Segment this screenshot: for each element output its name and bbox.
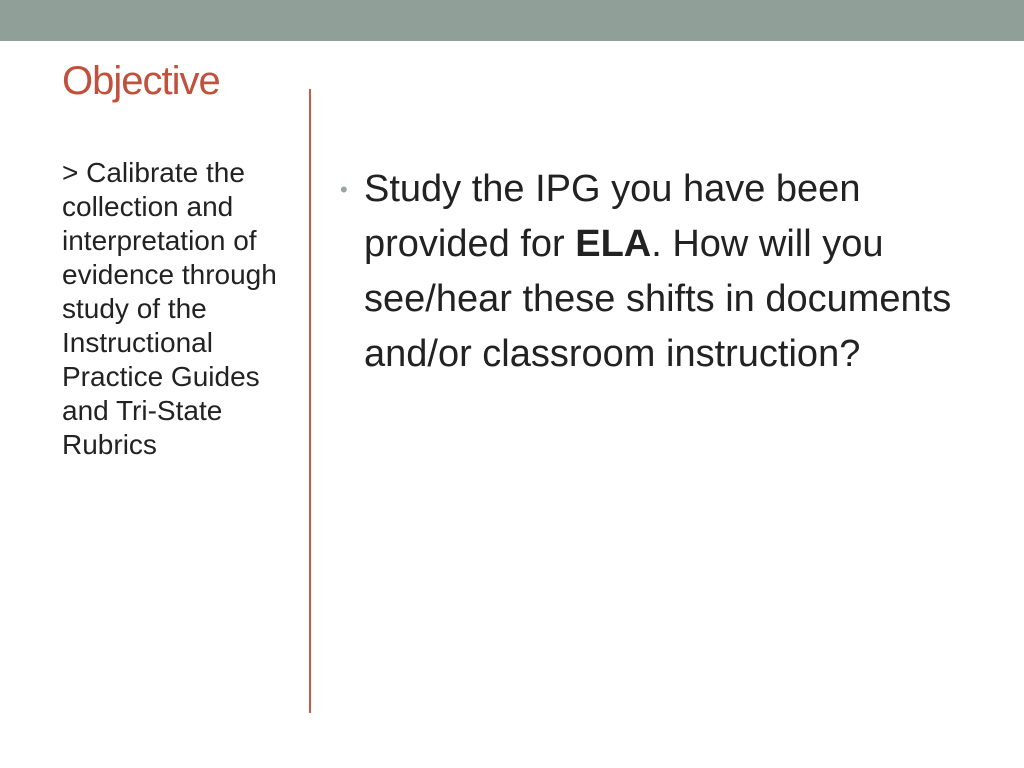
slide-title: Objective <box>62 59 220 103</box>
vertical-divider <box>309 89 311 713</box>
bullet-item <box>336 162 986 382</box>
bullet-text-end: . How will you see/hear these shifts in documents and/or classroom instruction? <box>364 223 952 375</box>
bullet-list <box>336 162 986 382</box>
top-accent-bar <box>0 0 1024 41</box>
bullet-text-start: Study the IPG you have been provided for <box>364 168 861 265</box>
bullet-icon: • <box>340 177 348 202</box>
objective-text: > Calibrate the collection and interpretation of evidence through study of the Instructional Practice Guides and Tri-State Rubrics <box>62 157 277 460</box>
bullet-emphasis: ELA <box>575 223 652 265</box>
